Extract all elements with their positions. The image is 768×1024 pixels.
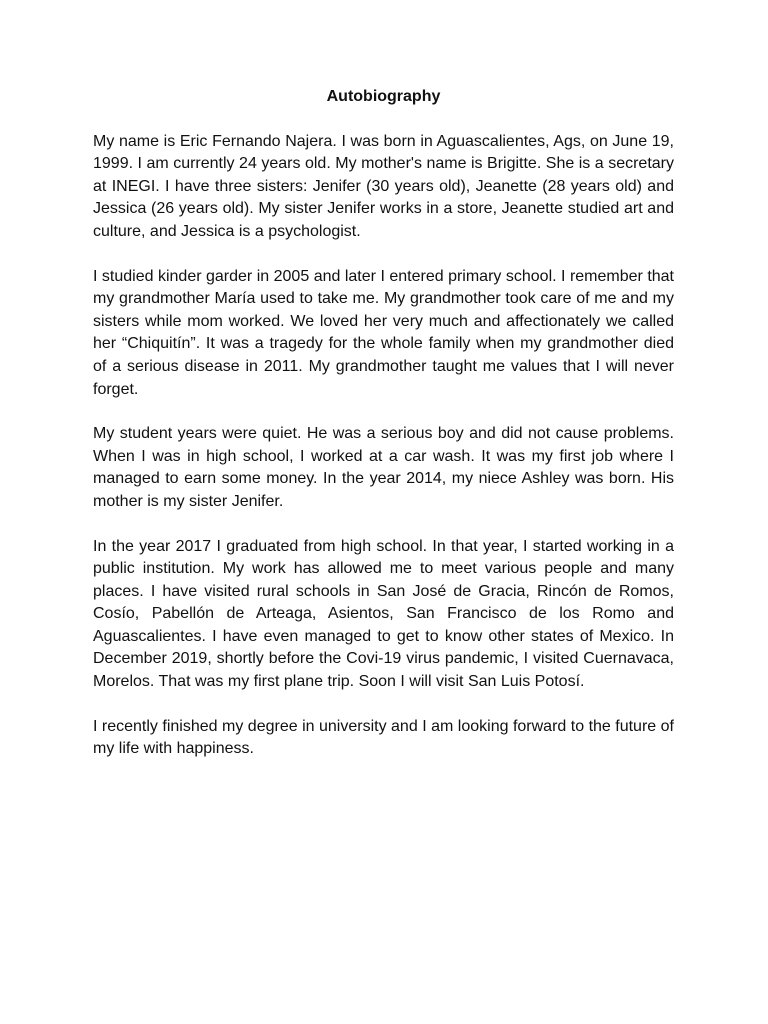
paragraph-1: My name is Eric Fernando Najera. I was born in Aguascalientes, Ags, on June 19, 1999. I am currently 24 years old. My mother's name is Brigitte. She is a secretary at INEGI. I have three sisters: Jenifer (30 years old), Jeanette (28 years old) and Jessica (26 years old). My sister Jenifer works in a store, Jeanette studied art and culture, and Jessica is a psychologist.	[93, 132, 674, 240]
paragraph-2: I studied kinder garder in 2005 and later I entered primary school. I remember that my grandmother María used to take me. My grandmother took care of me and my sisters while mom worked. We loved her very much and affectionately we called her “Chiquitín”. It was a tragedy for the whole family when my grandmother died of a serious disease in 2011. My grandmother taught me values that I will never forget.	[93, 267, 674, 398]
paragraph-4: In the year 2017 I graduated from high school. In that year, I started working in a public institution. My work has allowed me to meet various people and many places. I have visited rural schools in San José de Gracia, Rincón de Romos, Cosío, Pabellón de Arteaga, Asientos, San Francisco de los Romo and Aguascalientes. I have even managed to get to know other states of Mexico. In December 2019, shortly before the Covi-19 virus pandemic, I visited Cuernavaca, Morelos. That was my first plane trip. Soon I will visit San Luis Potosí.	[93, 537, 674, 691]
paragraph-3: My student years were quiet. He was a serious boy and did not cause problems. When I was in high school, I worked at a car wash. It was my first job where I managed to earn some money. In the year 2014, my niece Ashley was born. His mother is my sister Jenifer.	[93, 425, 674, 510]
document-title: Autobiography	[326, 88, 441, 105]
document-content	[93, 84, 674, 783]
document-body	[93, 131, 674, 761]
paragraph-5: I recently finished my degree in university and I am looking forward to the future of my life with happiness.	[93, 717, 674, 758]
